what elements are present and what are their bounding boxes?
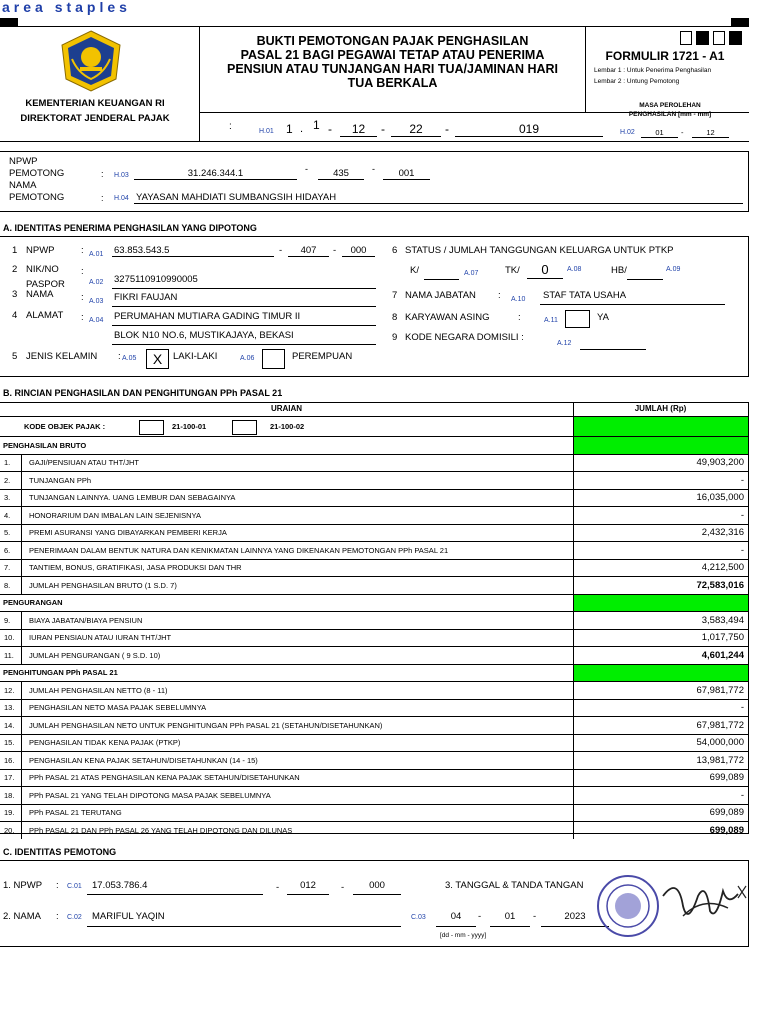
section-a-title: A. IDENTITAS PENERIMA PENGHASILAN YANG DIPOTONG <box>3 223 257 233</box>
form-title: BUKTI PEMOTONGAN PAJAK PENGHASILAN PASAL 21 BAGI PEGAWAI TETAP ATAU PENERIMA PENSIUN ATAU TUNJANGAN HARI TUA/JAMINAN HARI TUA BERKALA <box>226 34 559 90</box>
job-title: STAF TATA USAHA <box>540 290 725 305</box>
row-value: 49,903,200 <box>573 455 748 472</box>
row-value: 1,017,750 <box>573 630 748 647</box>
stamp-signature <box>588 866 748 944</box>
row-label: PREMI ASURANSI YANG DIBAYARKAN PEMBERI KERJA <box>29 528 227 538</box>
signer-npwp-b: 012 <box>287 880 329 895</box>
row-number: 1. <box>0 455 22 472</box>
tk-value: 0 <box>527 262 563 279</box>
row-label: TUNJANGAN LAINNYA. UANG LEMBUR DAN SEBAGAINYA <box>29 493 236 503</box>
section-a: 1 NPWP : A.01 63.853.543.5 - 407 - 000 2 NIK/NO PASPOR : A.02 3275110910990005 3 NAMA : A.03 FIKRI FAUJAN 4 ALAMAT : A.04 PERUMAHAN MUTIARA GADING TIMUR II BLOK N10 NO.6, MUSTIKAJAYA, BEKASI 5 JENIS KELAMIN : A.05 X LAKI-LAKI A.06 PEREMPUAN 6 STATUS / JUMLAH TANGGUNGAN KELUARGA UNTUK PTKP K/ A.07 TK/ 0 A.08 HB/ A.09 7 NAMA JABATAN : A.10 STAF TATA USAHA 8 KARYAWAN ASING : A.11 YA 9 KODE NEGARA DOMISILI : A.12 <box>0 236 749 377</box>
table-row <box>0 734 748 752</box>
row-label: GAJI/PENSIUAN ATAU THT/JHT <box>29 458 140 468</box>
row-number: 6. <box>0 542 22 559</box>
table-row <box>0 629 748 647</box>
nomor-d: 22 <box>391 122 441 137</box>
signer-name: MARIFUL YAQIN <box>87 911 401 927</box>
row-value: 67,981,772 <box>573 717 748 734</box>
female-checkbox[interactable] <box>262 349 285 369</box>
npwp-label: NPWP <box>9 156 38 167</box>
table-row <box>0 454 748 472</box>
recipient-nik: 3275110910990005 <box>112 274 376 289</box>
section-b-table: URAIAN JUMLAH (Rp) KODE OBJEK PAJAK : 21-100-01 21-100-02 PENGHASILAN BRUTO 1. GAJI/PENSIUAN ATAU THT/JHT 49,903,200 2. TUNJANGAN PPh - 3. TUNJANGAN LAINNYA. UANG LEMBUR DAN SEBAGAINYA 16,035,000 4. HONORARIUM DAN IMBALAN LAIN SEJENISNYA - 5. PREMI ASURANSI YANG DIBAYARKAN PEMBERI KERJA 2,432,316 6. PENERIMAAN DALAM BENTUK NATURA DAN KENIKMATAN LAINNYA YANG DIKENAKAN PEMOTONGAN PPh PASAL 21 - 7. TANTIEM, BONUS, GRATIFIKASI, JASA PRODUKSI DAN THR 4,212,500 8. JUMLAH PENGHASILAN BRUTO (1 S.D. 7) 72,583,016 PENGURANGAN 9. BIAYA JABATAN/BIAYA PENSIUN 3,583,494 10. IURAN PENSIAUN ATAU IURAN THT/JHT 1,017,750 11. JUMLAH PENGURANGAN ( 9 S.D. 10) 4,601,244 PENGHITUNGAN PPh PASAL 21 12. JUMLAH PENGHASILAN NETTO (8 - 11) 67,981,772 13. PENGHASILAN NETO MASA PAJAK SEBELUMNYA - 14. JUMLAH PENGHASILAN NETO UNTUK PENGHITUNGAN PPh PASAL 21 (SETAHUN/DISETAHUNKAN) 67,981,772 15. PENGHASILAN TIDAK KENA PAJAK (PTKP) 54,000,000 16. PENGHASILAN KENA PAJAK SETAHUN/DISETAHUNKAN (14 - 15) 13,981,772 17. PPh PASAL 21 ATAS PENGHASILAN KENA PAJAK SETAHUN/DISETAHUNKAN 699,089 18. PPh PASAL 21 YANG TELAH DIPOTONG MASA PAJAK SEBELUMNYA - 19. PPh PASAL 21 TERUTANG 699,089 20. PPh PASAL 21 DAN PPh PASAL 26 YANG TELAH DIPOTONG DAN DILUNAS 699,089 <box>0 402 749 834</box>
row-value: 3,583,494 <box>573 612 748 629</box>
row-number: 3. <box>0 490 22 507</box>
row-value: - <box>573 472 748 489</box>
row-label: TUNJANGAN PPh <box>29 475 92 485</box>
row-number: 4. <box>0 507 22 524</box>
table-row <box>0 471 748 489</box>
npwp-label: NPWP <box>26 245 55 256</box>
row-number: 16. <box>0 752 22 769</box>
row-label: PPh PASAL 21 YANG TELAH DIPOTONG MASA PAJAK SEBELUMNYA <box>29 790 271 800</box>
row-value: 4,212,500 <box>573 560 748 577</box>
row-number: 2. <box>0 472 22 489</box>
row-number: 5. <box>0 525 22 542</box>
recipient-address-2: BLOK N10 NO.6, MUSTIKAJAYA, BEKASI <box>112 330 376 345</box>
form-name: FORMULIR 1721 - A1 <box>605 49 725 63</box>
section-c-title: C. IDENTITAS PEMOTONG <box>3 847 117 857</box>
male-checkbox[interactable]: X <box>146 349 169 369</box>
pemotong-label-1: PEMOTONG <box>9 168 65 179</box>
sheet-1-note: Lembar 1 : Untuk Penerima Penghasilan <box>594 67 712 74</box>
pemotong-label-2: PEMOTONG <box>9 192 65 203</box>
nomor-dot: . <box>300 123 304 135</box>
period-label-2: PENGHASILAN [mm - mm] <box>628 111 712 118</box>
code-h01: H.01 <box>259 128 274 135</box>
row-value: 699,089 <box>573 770 748 787</box>
period-label-1: MASA PEROLEHAN <box>639 102 701 109</box>
table-row <box>0 576 748 594</box>
row-number: 18. <box>0 787 22 804</box>
section-header-row: PENGHITUNGAN PPh PASAL 21 <box>0 664 748 682</box>
ministry-logo-icon <box>58 29 124 93</box>
row-number: 9. <box>0 612 22 629</box>
table-row <box>0 786 748 804</box>
section-b-title: B. RINCIAN PENGHASILAN DAN PENGHITUNGAN PPh PASAL 21 <box>3 388 283 398</box>
row-value: 4,601,244 <box>573 647 748 664</box>
row-number: 15. <box>0 735 22 752</box>
table-row <box>0 751 748 769</box>
row-label: JUMLAH PENGHASILAN BRUTO (1 S.D. 7) <box>29 580 177 590</box>
nomor-b: 1 <box>313 118 320 132</box>
row-number: 10. <box>0 630 22 647</box>
table-row <box>0 506 748 524</box>
row-value: - <box>573 787 748 804</box>
code-h02: H.02 <box>620 129 635 136</box>
row-number: 12. <box>0 682 22 699</box>
nomor-colon: : <box>229 121 232 132</box>
section-header-row: PENGURANGAN <box>0 594 748 612</box>
nama-label: NAMA <box>9 180 37 191</box>
row-label: TANTIEM, BONUS, GRATIFIKASI, JASA PRODUKSI DAN THR <box>29 563 242 573</box>
pemotong-npwp-c: 001 <box>383 168 430 180</box>
table-row <box>0 821 748 839</box>
header-right-divider <box>585 27 586 112</box>
signer-npwp-a: 17.053.786.4 <box>87 880 263 895</box>
table-row <box>0 489 748 507</box>
row-number: 20. <box>0 822 22 839</box>
table-row <box>0 716 748 734</box>
recipient-name: FIKRI FAUJAN <box>112 292 376 307</box>
row-value: 16,035,000 <box>573 490 748 507</box>
row-value: 2,432,316 <box>573 525 748 542</box>
row-label: PPh PASAL 21 DAN PPh PASAL 26 YANG TELAH DIPOTONG DAN DILUNAS <box>29 825 293 835</box>
row-value: - <box>573 700 748 717</box>
row-label: JUMLAH PENGHASILAN NETO UNTUK PENGHITUNGAN PPh PASAL 21 (SETAHUN/DISETAHUNKAN) <box>29 720 383 730</box>
row-number: 7. <box>0 560 22 577</box>
pemotong-top: NPWP PEMOTONG NAMA PEMOTONG : H.03 31.246.344.1 - 435 - 001 : H.04 YAYASAN MAHDIATI SUMBANGSIH HIDAYAH <box>0 151 749 212</box>
ministry-name: KEMENTERIAN KEUANGAN RI <box>25 98 165 109</box>
row-label: PENERIMAAN DALAM BENTUK NATURA DAN KENIKMATAN LAINNYA YANG DIKENAKAN PEMOTONGAN PPh PASAL 21 <box>29 545 449 555</box>
period-from: 01 <box>641 128 678 138</box>
table-row <box>0 541 748 559</box>
row-value: - <box>573 507 748 524</box>
row-number: 8. <box>0 577 22 594</box>
row-number: 17. <box>0 770 22 787</box>
table-row <box>0 681 748 699</box>
row-value: 72,583,016 <box>573 577 748 594</box>
sign-year: 2023 <box>541 911 609 927</box>
pemotong-name: YAYASAN MAHDIATI SUMBANGSIH HIDAYAH <box>134 192 743 204</box>
row-label: JUMLAH PENGURANGAN ( 9 S.D. 10) <box>29 650 161 660</box>
code-h03: H.03 <box>114 172 129 179</box>
table-row <box>0 646 748 664</box>
recipient-address-1: PERUMAHAN MUTIARA GADING TIMUR II <box>112 311 376 326</box>
section-c: 1. NPWP : C.01 17.053.786.4 - 012 - 000 3. TANGGAL & TANDA TANGAN 2. NAMA : C.02 MARIFUL YAQIN C.03 04 - 01 - 2023 [dd - mm - yyyy] <box>0 860 749 947</box>
directorate-name: DIREKTORAT JENDERAL PAJAK <box>20 113 170 124</box>
table-row <box>0 804 748 822</box>
row-label: PENGHASILAN KENA PAJAK SETAHUN/DISETAHUNKAN (14 - 15) <box>29 755 258 765</box>
recipient-npwp-b: 407 <box>288 245 329 257</box>
row-number: 11. <box>0 647 22 664</box>
row-label: PPh PASAL 21 TERUTANG <box>29 808 122 818</box>
row-value: 699,089 <box>573 805 748 822</box>
pemotong-npwp-a: 31.246.344.1 <box>134 168 297 180</box>
table-row <box>0 699 748 717</box>
row-label: PENGHASILAN TIDAK KENA PAJAK (PTKP) <box>29 738 181 748</box>
table-row <box>0 559 748 577</box>
nomor-c: 12 <box>340 122 377 137</box>
table-row <box>0 524 748 542</box>
row-value: 13,981,772 <box>573 752 748 769</box>
header: KEMENTERIAN KEUANGAN RI DIREKTORAT JENDERAL PAJAK BUKTI PEMOTONGAN PAJAK PENGHASILAN PASAL 21 BAGI PEGAWAI TETAP ATAU PENERIMA PENSIUN ATAU TUNJANGAN HARI TUA/JAMINAN HARI TUA BERKALA FORMULIR 1721 - A1 Lembar 1 : Untuk Penerima Penghasilan Lembar 2 : Untung Pemotong MASA PEROLEHAN PENGHASILAN [mm - mm] : H.01 1 . 1 - 12 - 22 - 019 H.02 01 - 12 <box>0 26 749 142</box>
sign-day: 04 <box>436 911 476 927</box>
row-number: 19. <box>0 805 22 822</box>
row-value: 67,981,772 <box>573 682 748 699</box>
row-value: 54,000,000 <box>573 735 748 752</box>
nomor-e: 019 <box>455 122 603 137</box>
nomor-a: 1 <box>286 122 293 136</box>
row-label: IURAN PENSIAUN ATAU IURAN THT/JHT <box>29 633 172 643</box>
period-to: 12 <box>692 128 729 138</box>
code-h04: H.04 <box>114 195 129 202</box>
signer-npwp-c: 000 <box>353 880 401 895</box>
row-number: 13. <box>0 700 22 717</box>
row-value: 699,089 <box>573 822 748 839</box>
row-number: 14. <box>0 717 22 734</box>
row-value: - <box>573 542 748 559</box>
row-label: PPh PASAL 21 ATAS PENGHASILAN KENA PAJAK SETAHUN/DISETAHUNKAN <box>29 773 300 783</box>
table-row <box>0 611 748 629</box>
table-row <box>0 769 748 787</box>
row-label: BIAYA JABATAN/BIAYA PENSIUN <box>29 615 143 625</box>
foreign-employee-checkbox[interactable] <box>565 310 590 328</box>
pemotong-npwp-b: 435 <box>318 168 364 180</box>
row-label: JUMLAH PENGHASILAN NETTO (8 - 11) <box>29 685 168 695</box>
row-label: PENGHASILAN NETO MASA PAJAK SEBELUMNYA <box>29 703 207 713</box>
sign-month: 01 <box>490 911 530 927</box>
recipient-npwp-c: 000 <box>342 245 375 257</box>
sheet-2-note: Lembar 2 : Untung Pemotong <box>594 78 680 85</box>
recipient-npwp-a: 63.853.543.5 <box>112 245 274 257</box>
banner-text: area staples <box>2 0 131 15</box>
row-label: HONORARIUM DAN IMBALAN LAIN SEJENISNYA <box>29 510 201 520</box>
